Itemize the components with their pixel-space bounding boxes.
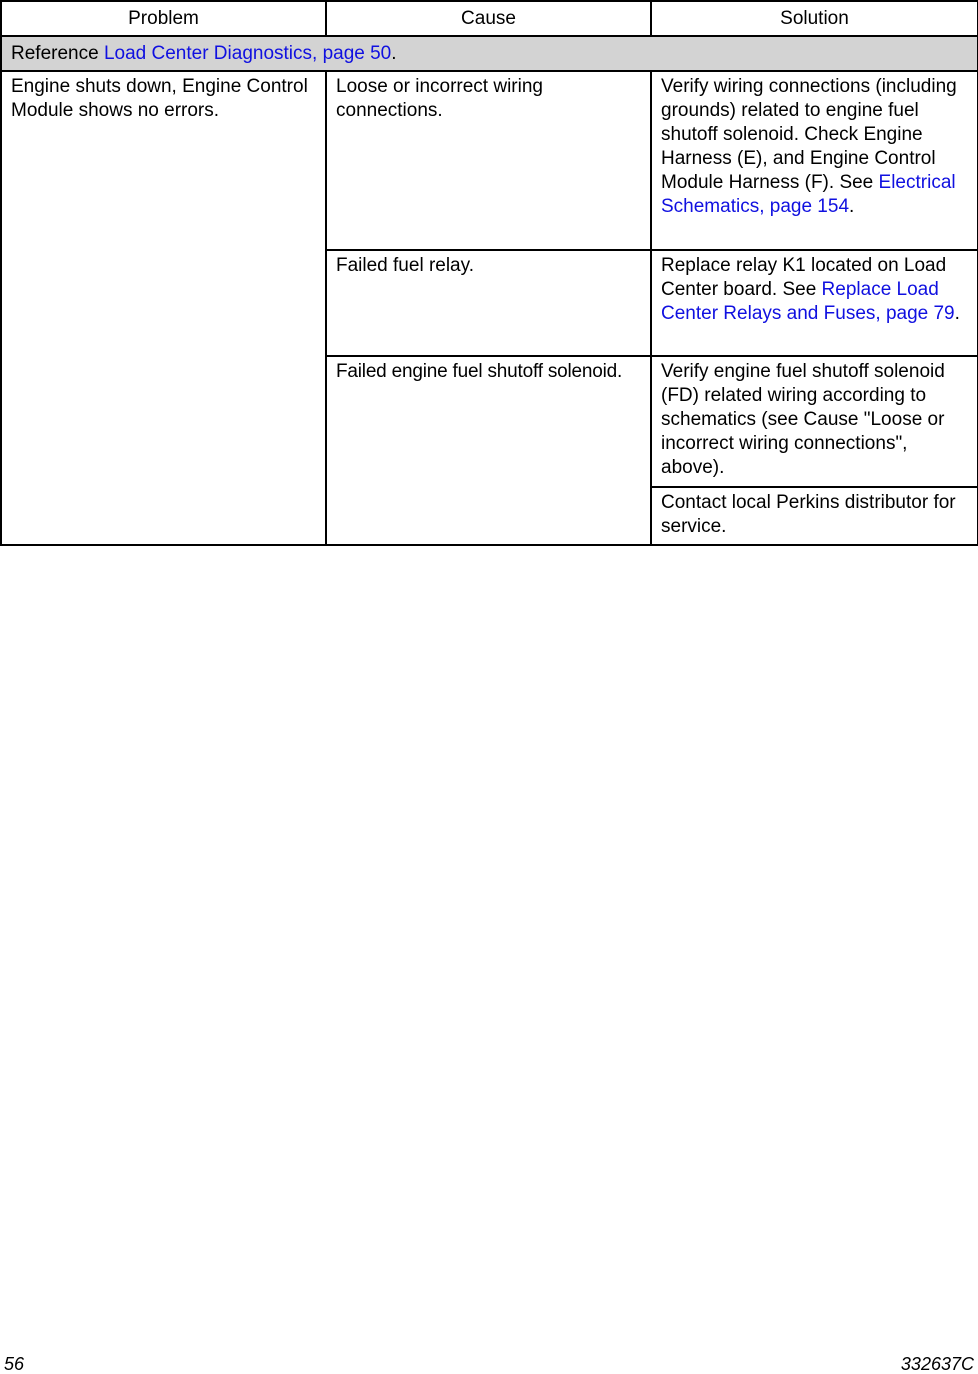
header-solution: Solution — [651, 1, 978, 36]
table-row — [1, 71, 978, 250]
reference-link[interactable]: Load Center Diagnostics, page 50 — [103, 43, 392, 64]
solution-relay-suffix: . — [954, 303, 960, 324]
solution-solenoid-contact-cell: Contact local Perkins distributor for service. — [651, 487, 978, 545]
cause-wiring-cell: Loose or incorrect wiring connections. — [326, 71, 651, 250]
reference-suffix: . — [391, 43, 397, 64]
replace-relays-link[interactable]: Replace Load Center Relays and Fuses, page 79 — [661, 279, 955, 324]
troubleshooting-table — [0, 0, 978, 546]
reference-row — [1, 36, 978, 71]
reference-prefix: Reference — [11, 43, 104, 64]
page-number: 56 — [4, 1354, 25, 1374]
reference-cell — [1, 36, 978, 71]
cause-relay-cell: Failed fuel relay. — [326, 250, 651, 356]
electrical-schematics-link[interactable]: Electrical Schematics, page 154 — [661, 172, 956, 217]
solution-relay-cell — [651, 250, 978, 356]
document-number: 332637C — [900, 1354, 974, 1374]
cause-solenoid-cell: Failed engine fuel shutoff solenoid. — [326, 356, 651, 545]
solution-wiring-cell — [651, 71, 978, 250]
header-row — [1, 1, 978, 36]
solution-solenoid-verify-cell: Verify engine fuel shutoff solenoid (FD) related wiring according to schematics (see Cause "Loose or incorrect wiring connections", above). — [651, 356, 978, 487]
header-cause: Cause — [326, 1, 651, 36]
problem-cell: Engine shuts down, Engine Control Module shows no errors. — [1, 71, 326, 545]
header-problem: Problem — [1, 1, 326, 36]
solution-relay-text: Replace relay K1 located on Load Center board. See — [661, 255, 947, 300]
solution-wiring-text: Verify wiring connections (including grounds) related to engine fuel shutoff solenoid. Check Engine Harness (E), and Engine Control Module Harness (F). See — [661, 76, 957, 193]
solution-wiring-suffix: . — [849, 196, 855, 217]
